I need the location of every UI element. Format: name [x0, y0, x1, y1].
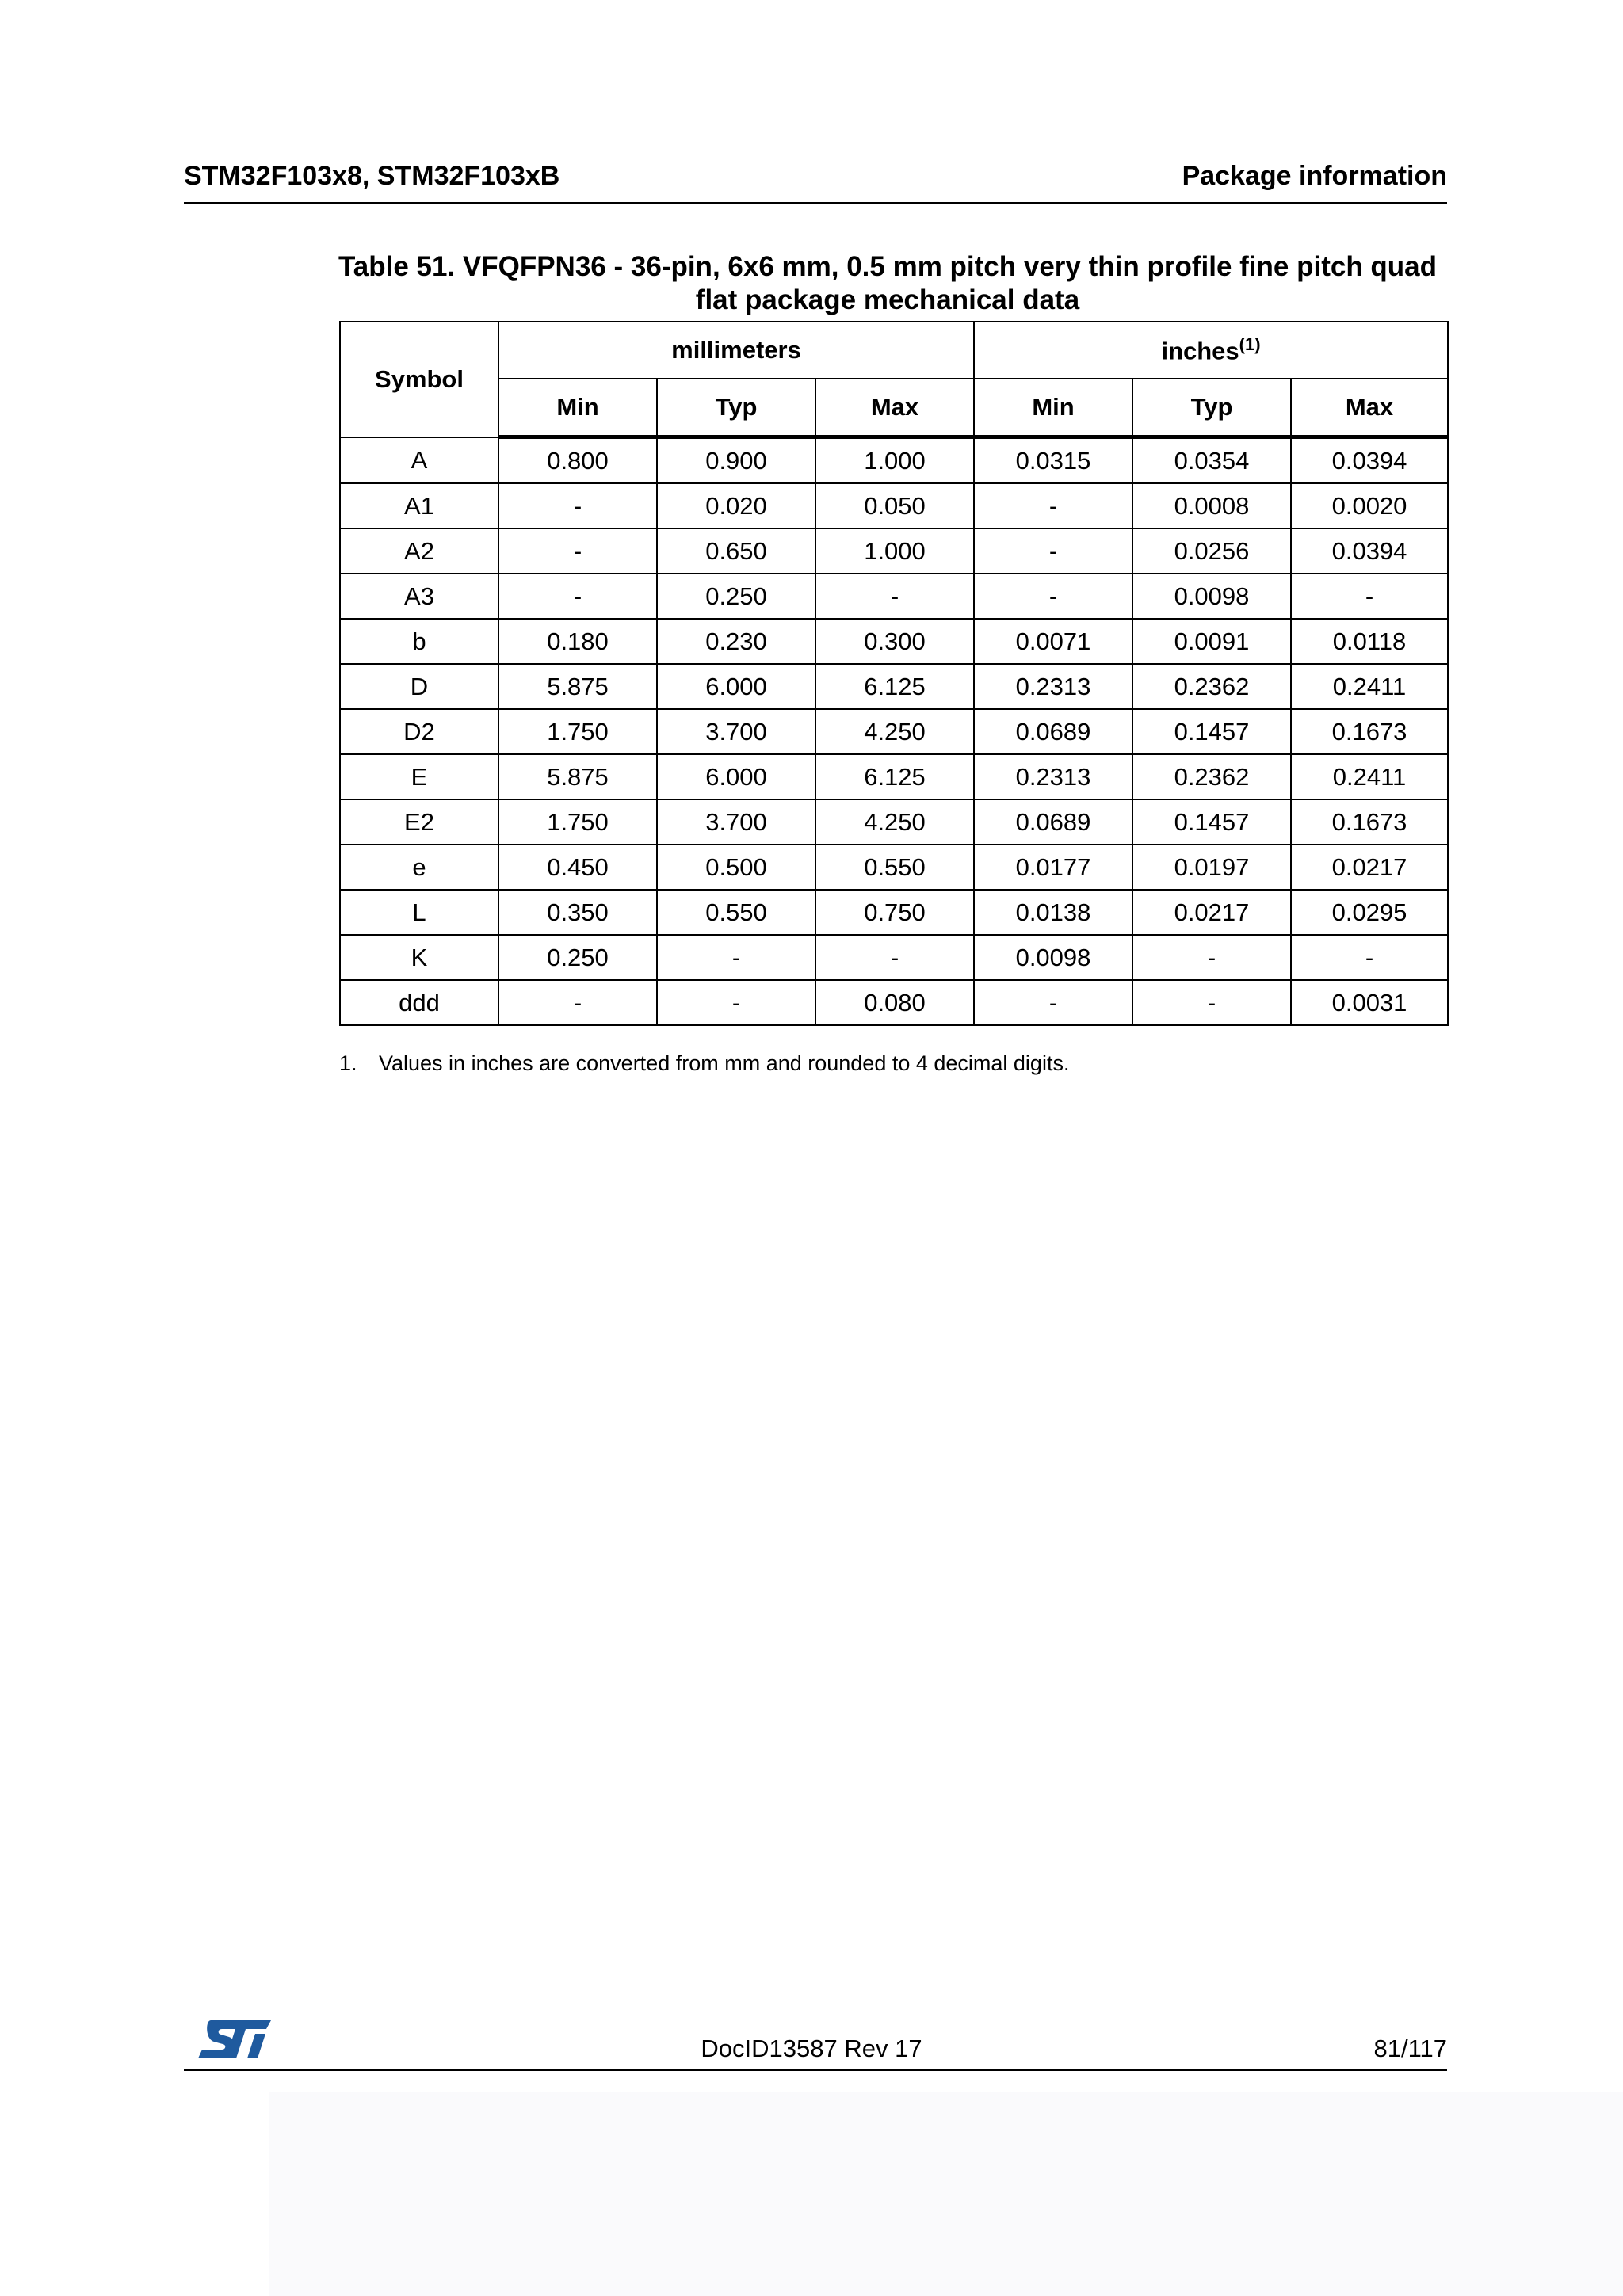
cell-mm-typ: 0.250 — [657, 574, 815, 619]
cell-in-max: 0.2411 — [1291, 754, 1448, 799]
cell-mm-typ: - — [657, 980, 815, 1025]
cell-in-max: 0.1673 — [1291, 799, 1448, 845]
table-row — [340, 574, 1448, 619]
cell-in-min: 0.0689 — [974, 709, 1132, 754]
footer-page-number: 81/117 — [1373, 2035, 1447, 2062]
cell-symbol: E2 — [340, 799, 498, 845]
table-caption — [333, 250, 1442, 317]
table-footnote — [339, 1050, 1069, 1077]
cell-mm-typ: 0.650 — [657, 528, 815, 574]
cell-symbol: E — [340, 754, 498, 799]
table-caption-line-2: flat package mechanical data — [695, 284, 1080, 315]
table-body — [340, 437, 1448, 1026]
header-symbol: Symbol — [340, 322, 498, 437]
cell-in-max: 0.0217 — [1291, 845, 1448, 890]
cell-symbol: A — [340, 437, 498, 484]
table-header-row — [340, 322, 1448, 379]
cell-in-max: 0.0394 — [1291, 437, 1448, 484]
cell-in-min: - — [974, 528, 1132, 574]
cell-in-typ: 0.0354 — [1132, 437, 1291, 484]
table-row — [340, 845, 1448, 890]
cell-mm-max: 6.125 — [815, 754, 974, 799]
table-row — [340, 619, 1448, 664]
table-row — [340, 709, 1448, 754]
cell-symbol: K — [340, 935, 498, 980]
cell-symbol: D — [340, 664, 498, 709]
cell-mm-max: 0.080 — [815, 980, 974, 1025]
cell-mm-typ: 0.550 — [657, 890, 815, 935]
cell-symbol: A2 — [340, 528, 498, 574]
cell-mm-min: 1.750 — [498, 799, 657, 845]
footer-doc-id: DocID13587 Rev 17 — [701, 2035, 922, 2062]
cell-mm-typ: 0.900 — [657, 437, 815, 484]
table-subheader-row — [340, 379, 1448, 437]
cell-in-typ: 0.0256 — [1132, 528, 1291, 574]
cell-symbol: A3 — [340, 574, 498, 619]
cell-in-max: 0.0031 — [1291, 980, 1448, 1025]
cell-mm-min: 0.180 — [498, 619, 657, 664]
cell-mm-min: 1.750 — [498, 709, 657, 754]
cell-symbol: A1 — [340, 483, 498, 528]
cell-mm-typ: 3.700 — [657, 709, 815, 754]
table-row — [340, 664, 1448, 709]
cell-in-min: 0.0689 — [974, 799, 1132, 845]
header-document-title: STM32F103x8, STM32F103xB — [184, 161, 560, 191]
cell-in-min: - — [974, 980, 1132, 1025]
subheader-in-max: Max — [1291, 379, 1448, 437]
header-divider — [184, 202, 1447, 204]
table-row — [340, 935, 1448, 980]
cell-mm-max: 0.750 — [815, 890, 974, 935]
subheader-mm-min: Min — [498, 379, 657, 437]
cell-mm-typ: 0.020 — [657, 483, 815, 528]
cell-mm-min: 5.875 — [498, 754, 657, 799]
cell-mm-max: 0.050 — [815, 483, 974, 528]
table-row — [340, 890, 1448, 935]
cell-in-max: - — [1291, 574, 1448, 619]
cell-in-min: - — [974, 483, 1132, 528]
subheader-in-typ: Typ — [1132, 379, 1291, 437]
page-background-tint — [269, 2092, 1623, 2296]
cell-in-typ: - — [1132, 980, 1291, 1025]
table-row — [340, 528, 1448, 574]
cell-mm-max: 6.125 — [815, 664, 974, 709]
cell-mm-min: - — [498, 980, 657, 1025]
cell-in-typ: 0.0217 — [1132, 890, 1291, 935]
cell-in-typ: 0.0197 — [1132, 845, 1291, 890]
table-row — [340, 754, 1448, 799]
cell-in-min: 0.2313 — [974, 664, 1132, 709]
cell-in-min: 0.0071 — [974, 619, 1132, 664]
cell-in-typ: 0.1457 — [1132, 799, 1291, 845]
cell-in-min: 0.2313 — [974, 754, 1132, 799]
subheader-mm-typ: Typ — [657, 379, 815, 437]
footnote-number: 1. — [339, 1051, 357, 1075]
cell-mm-max: 1.000 — [815, 528, 974, 574]
cell-in-typ: 0.0008 — [1132, 483, 1291, 528]
table-row — [340, 483, 1448, 528]
cell-mm-typ: - — [657, 935, 815, 980]
cell-mm-max: 4.250 — [815, 709, 974, 754]
cell-mm-min: - — [498, 574, 657, 619]
cell-in-max: - — [1291, 935, 1448, 980]
table-row — [340, 799, 1448, 845]
footer-divider — [184, 2069, 1447, 2071]
cell-mm-typ: 3.700 — [657, 799, 815, 845]
cell-symbol: b — [340, 619, 498, 664]
cell-mm-typ: 0.500 — [657, 845, 815, 890]
table-caption-line-1: Table 51. VFQFPN36 - 36-pin, 6x6 mm, 0.5 mm pitch very thin profile fine pitch quad — [338, 251, 1438, 282]
header-inches — [974, 322, 1448, 379]
cell-in-typ: 0.2362 — [1132, 754, 1291, 799]
cell-mm-min: 0.350 — [498, 890, 657, 935]
table-row — [340, 437, 1448, 484]
cell-mm-min: 0.250 — [498, 935, 657, 980]
subheader-in-min: Min — [974, 379, 1132, 437]
cell-mm-min: 0.450 — [498, 845, 657, 890]
cell-mm-max: - — [815, 574, 974, 619]
header-inches-label: inches — [1161, 337, 1239, 365]
cell-symbol: ddd — [340, 980, 498, 1025]
cell-in-max: 0.2411 — [1291, 664, 1448, 709]
table-row — [340, 980, 1448, 1025]
cell-in-max: 0.1673 — [1291, 709, 1448, 754]
cell-in-typ: 0.1457 — [1132, 709, 1291, 754]
cell-in-min: 0.0315 — [974, 437, 1132, 484]
cell-mm-min: - — [498, 528, 657, 574]
cell-mm-max: 0.300 — [815, 619, 974, 664]
cell-mm-typ: 6.000 — [657, 754, 815, 799]
cell-in-typ: 0.2362 — [1132, 664, 1291, 709]
subheader-mm-max: Max — [815, 379, 974, 437]
cell-in-typ: - — [1132, 935, 1291, 980]
mechanical-data-table — [339, 321, 1449, 1026]
cell-mm-min: 0.800 — [498, 437, 657, 484]
cell-in-typ: 0.0091 — [1132, 619, 1291, 664]
cell-in-typ: 0.0098 — [1132, 574, 1291, 619]
cell-mm-typ: 0.230 — [657, 619, 815, 664]
cell-mm-max: 0.550 — [815, 845, 974, 890]
cell-mm-typ: 6.000 — [657, 664, 815, 709]
cell-in-max: 0.0394 — [1291, 528, 1448, 574]
cell-in-max: 0.0020 — [1291, 483, 1448, 528]
cell-in-min: 0.0177 — [974, 845, 1132, 890]
cell-symbol: D2 — [340, 709, 498, 754]
header-section-title: Package information — [1182, 161, 1447, 191]
cell-mm-min: 5.875 — [498, 664, 657, 709]
footnote-ref: (1) — [1239, 334, 1261, 355]
cell-in-min: 0.0138 — [974, 890, 1132, 935]
cell-in-max: 0.0295 — [1291, 890, 1448, 935]
cell-in-max: 0.0118 — [1291, 619, 1448, 664]
cell-mm-min: - — [498, 483, 657, 528]
cell-mm-max: 1.000 — [815, 437, 974, 484]
cell-in-min: 0.0098 — [974, 935, 1132, 980]
header-millimeters: millimeters — [498, 322, 974, 379]
cell-mm-max: - — [815, 935, 974, 980]
footnote-text: Values in inches are converted from mm and rounded to 4 decimal digits. — [379, 1051, 1070, 1075]
cell-in-min: - — [974, 574, 1132, 619]
cell-mm-max: 4.250 — [815, 799, 974, 845]
cell-symbol: L — [340, 890, 498, 935]
cell-symbol: e — [340, 845, 498, 890]
